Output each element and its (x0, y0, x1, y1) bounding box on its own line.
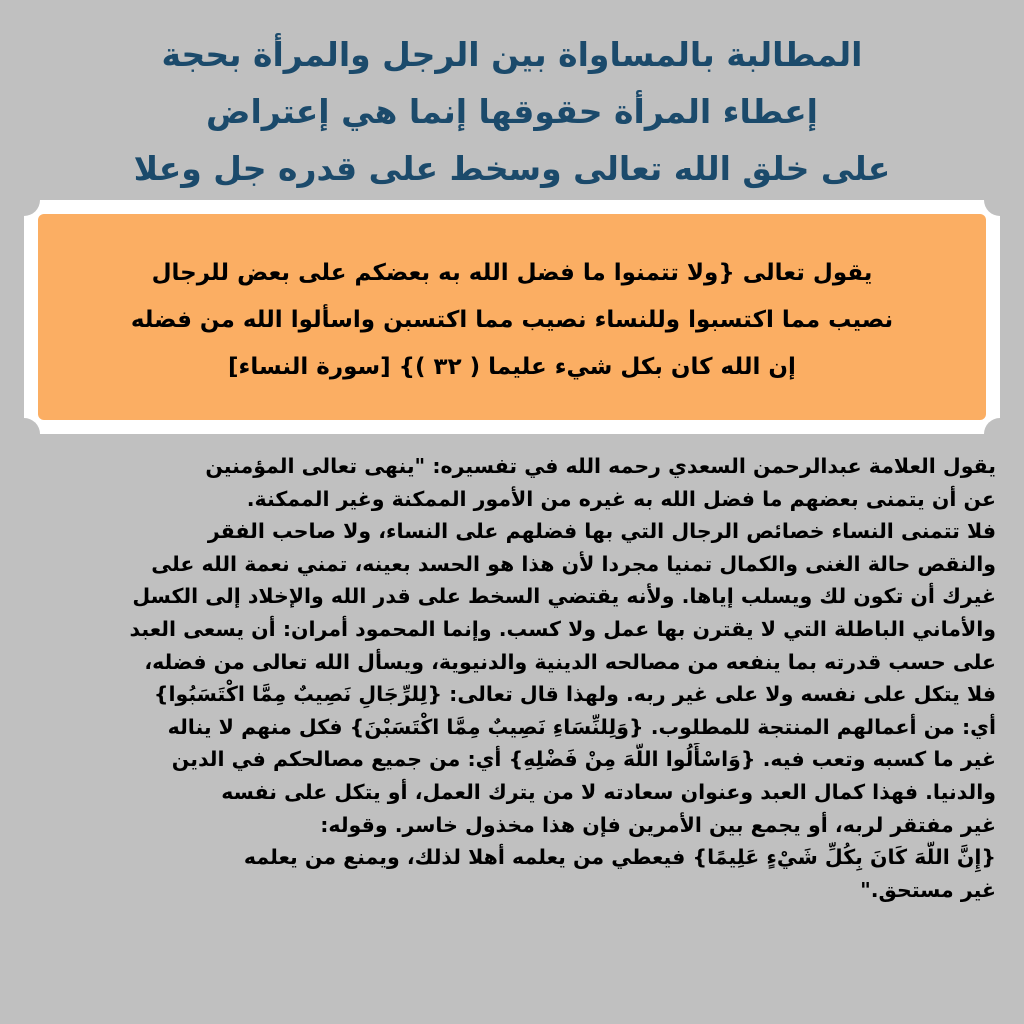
tafsir-line: يقول العلامة عبدالرحمن السعدي رحمه الله في تفسيره: "ينهى تعالى المؤمنين (205, 454, 996, 478)
title-line: إعطاء المرأة حقوقها إنما هي إعتراض (206, 92, 818, 131)
tafsir-line: غير ما كسبه وتعب فيه. {وَاسْأَلُوا اللَّهَ مِنْ فَضْلِهِ} أي: من جميع مصالحكم في الدين (171, 747, 996, 772)
tafsir-line: والنقص حالة الغنى والكمال تمنيا مجردا لأن هذا هو الحسد بعينه، تمني نعمة الله على (151, 551, 996, 576)
tafsir-line: أي: من أعمالهم المنتجة للمطلوب. {وَلِلنِّسَاءِ نَصِيبٌ مِمَّا اكْتَسَبْنَ} فكل منهم لا يناله (167, 714, 996, 739)
verse-line: نصيب مما اكتسبوا وللنساء نصيب مما اكتسبن واسألوا الله من فضله (130, 307, 894, 333)
verse-frame (24, 200, 1000, 434)
tafsir-line: والأماني الباطلة التي لا يقترن بها عمل ولا كسب. وإنما المحمود أمران: أن يسعى العبد (129, 616, 996, 641)
title-line: المطالبة بالمساواة بين الرجل والمرأة بحجة (161, 35, 863, 74)
tafsir-line: عن أن يتمنى بعضهم ما فضل الله به غيره من الأمور الممكنة وغير الممكنة. (246, 486, 996, 511)
tafsir-line: غير مفتقر لربه، أو يجمع بين الأمرين فإن هذا مخذول خاسر. وقوله: (320, 812, 996, 837)
tafsir-line: فلا يتكل على نفسه ولا على غير ربه. ولهذا قال تعالى: {لِلرِّجَالِ نَصِيبٌ مِمَّا اكْتَسَبُوا} (153, 682, 996, 707)
title-line: على خلق الله تعالى وسخط على قدره جل وعلا (133, 149, 891, 188)
tafsir-line: فلا تتمنى النساء خصائص الرجال التي بها فضلهم على النساء، ولا صاحب الفقر (207, 519, 996, 544)
tafsir-line: غيرك أن تكون لك ويسلب إياها. ولأنه يقتضي السخط على قدر الله والإخلاد إلى الكسل (132, 584, 996, 609)
tafsir-line: {إِنَّ اللَّهَ كَانَ بِكُلِّ شَيْءٍ عَلِيمًا} فيعطي من يعلمه أهلا لذلك، ويمنع من يعلمه (243, 845, 996, 870)
verse-box (38, 214, 986, 420)
verse-quote (78, 250, 946, 391)
tafsir-line: على حسب قدرته بما ينفعه من مصالحه الدينية والدنيوية، ويسأل الله تعالى من فضله، (144, 649, 996, 674)
page-title (40, 26, 984, 197)
verse-line: إن الله كان بكل شيء عليما ( ٣٢ )} [سورة النساء] (228, 354, 796, 380)
tafsir-text (30, 450, 996, 906)
verse-line: يقول تعالى {ولا تتمنوا ما فضل الله به بعضكم على بعض للرجال (151, 260, 873, 286)
tafsir-line: والدنيا. فهذا كمال العبد وعنوان سعادته لا من يترك العمل، أو يتكل على نفسه (221, 779, 996, 804)
tafsir-line: غير مستحق." (860, 877, 996, 902)
